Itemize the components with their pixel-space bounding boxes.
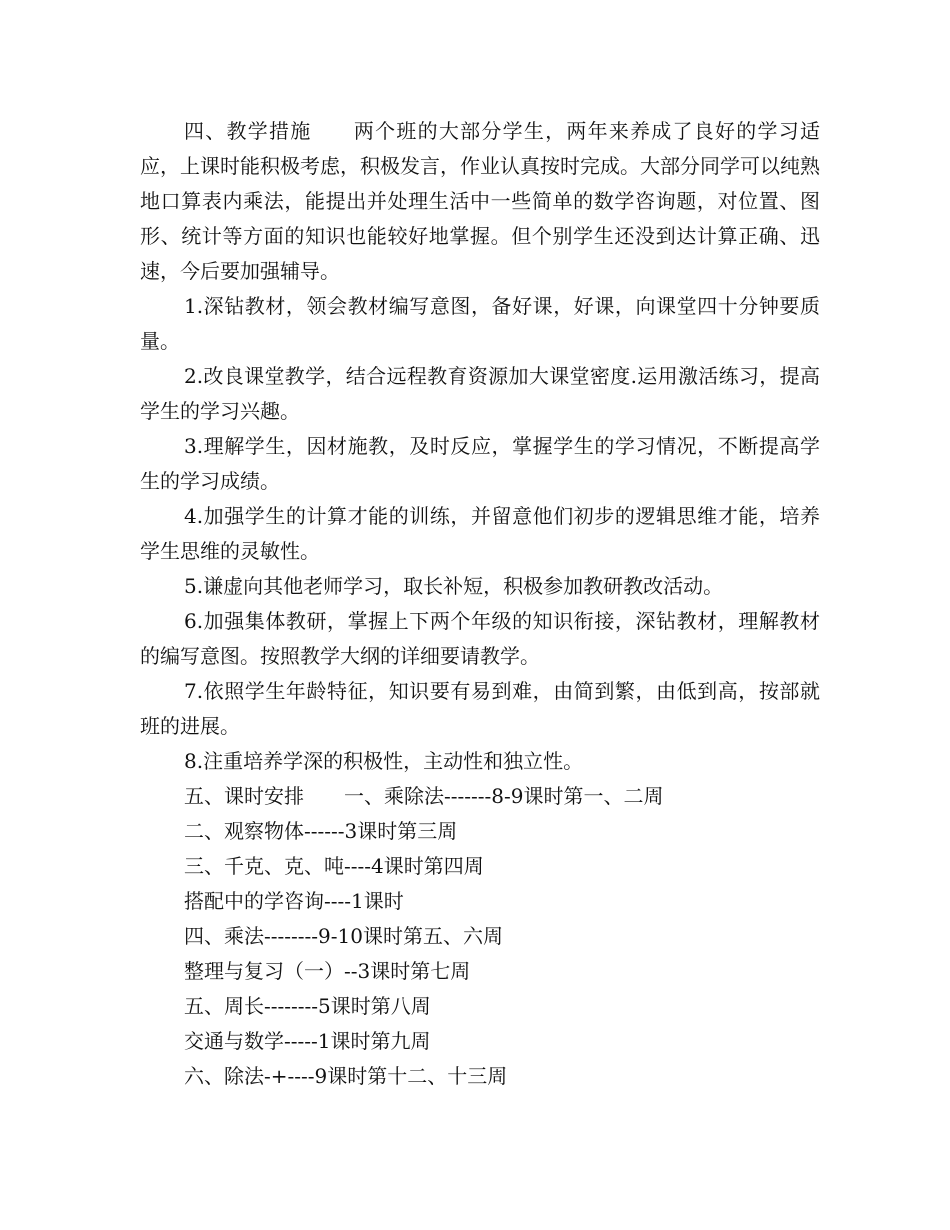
schedule-line-6: 整理与复习（一）--3课时第七周 xyxy=(184,959,471,983)
schedule-line-4: 搭配中的学咨询----1课时 xyxy=(184,889,404,913)
paragraph-item-2: 2.改良课堂教学，结合远程教育资源加大课堂密度.运用激活练习，提高学生的学习兴趣。 xyxy=(140,364,820,423)
paragraph-item-4: 4.加强学生的计算才能的训练，并留意他们初步的逻辑思维才能，培养学生思维的灵敏性。 xyxy=(140,504,820,563)
paragraph-item-5: 5.谦虚向其他老师学习，取长补短，积极参加教研教改活动。 xyxy=(184,574,724,598)
document-body xyxy=(140,114,820,1094)
schedule-line-7: 五、周长--------5课时第八周 xyxy=(184,994,431,1018)
paragraph-item-7: 7.依照学生年龄特征，知识要有易到难，由简到繁，由低到高，按部就班的进展。 xyxy=(140,679,820,738)
schedule-line-1: 五、课时安排 一、乘除法-------8-9课时第一、二周 xyxy=(184,784,664,808)
paragraph-item-8: 8.注重培养学深的积极性，主动性和独立性。 xyxy=(184,749,584,773)
schedule-line-3: 三、千克、克、吨----4课时第四周 xyxy=(184,854,484,878)
schedule-line-2: 二、观察物体------3课时第三周 xyxy=(184,819,458,843)
paragraph-item-1: 1.深钻教材，领会教材编写意图，备好课，好课，向课堂四十分钟要质量。 xyxy=(140,294,820,353)
paragraph-item-6: 6.加强集体教研，掌握上下两个年级的知识衔接，深钻教材，理解教材的编写意图。按照教学大纲的详细要请教学。 xyxy=(140,609,820,668)
schedule-line-8: 交通与数学-----1课时第九周 xyxy=(184,1029,431,1053)
paragraph-item-3: 3.理解学生，因材施教，及时反应，掌握学生的学习情况，不断提高学生的学习成绩。 xyxy=(140,434,820,493)
paragraph-teaching-measures: 四、教学措施 两个班的大部分学生，两年来养成了良好的学习适应，上课时能积极考虑，积极发言，作业认真按时完成。大部分同学可以纯熟地口算表内乘法，能提出并处理生活中一些简单的数学咨询题，对位置、图形、统计等方面的知识也能较好地掌握。但个别学生还没到达计算正确、迅速，今后要加强辅导。 xyxy=(140,119,820,283)
schedule-line-9: 六、除法-+----9课时第十二、十三周 xyxy=(184,1064,508,1088)
schedule-line-5: 四、乘法--------9-10课时第五、六周 xyxy=(184,924,503,948)
